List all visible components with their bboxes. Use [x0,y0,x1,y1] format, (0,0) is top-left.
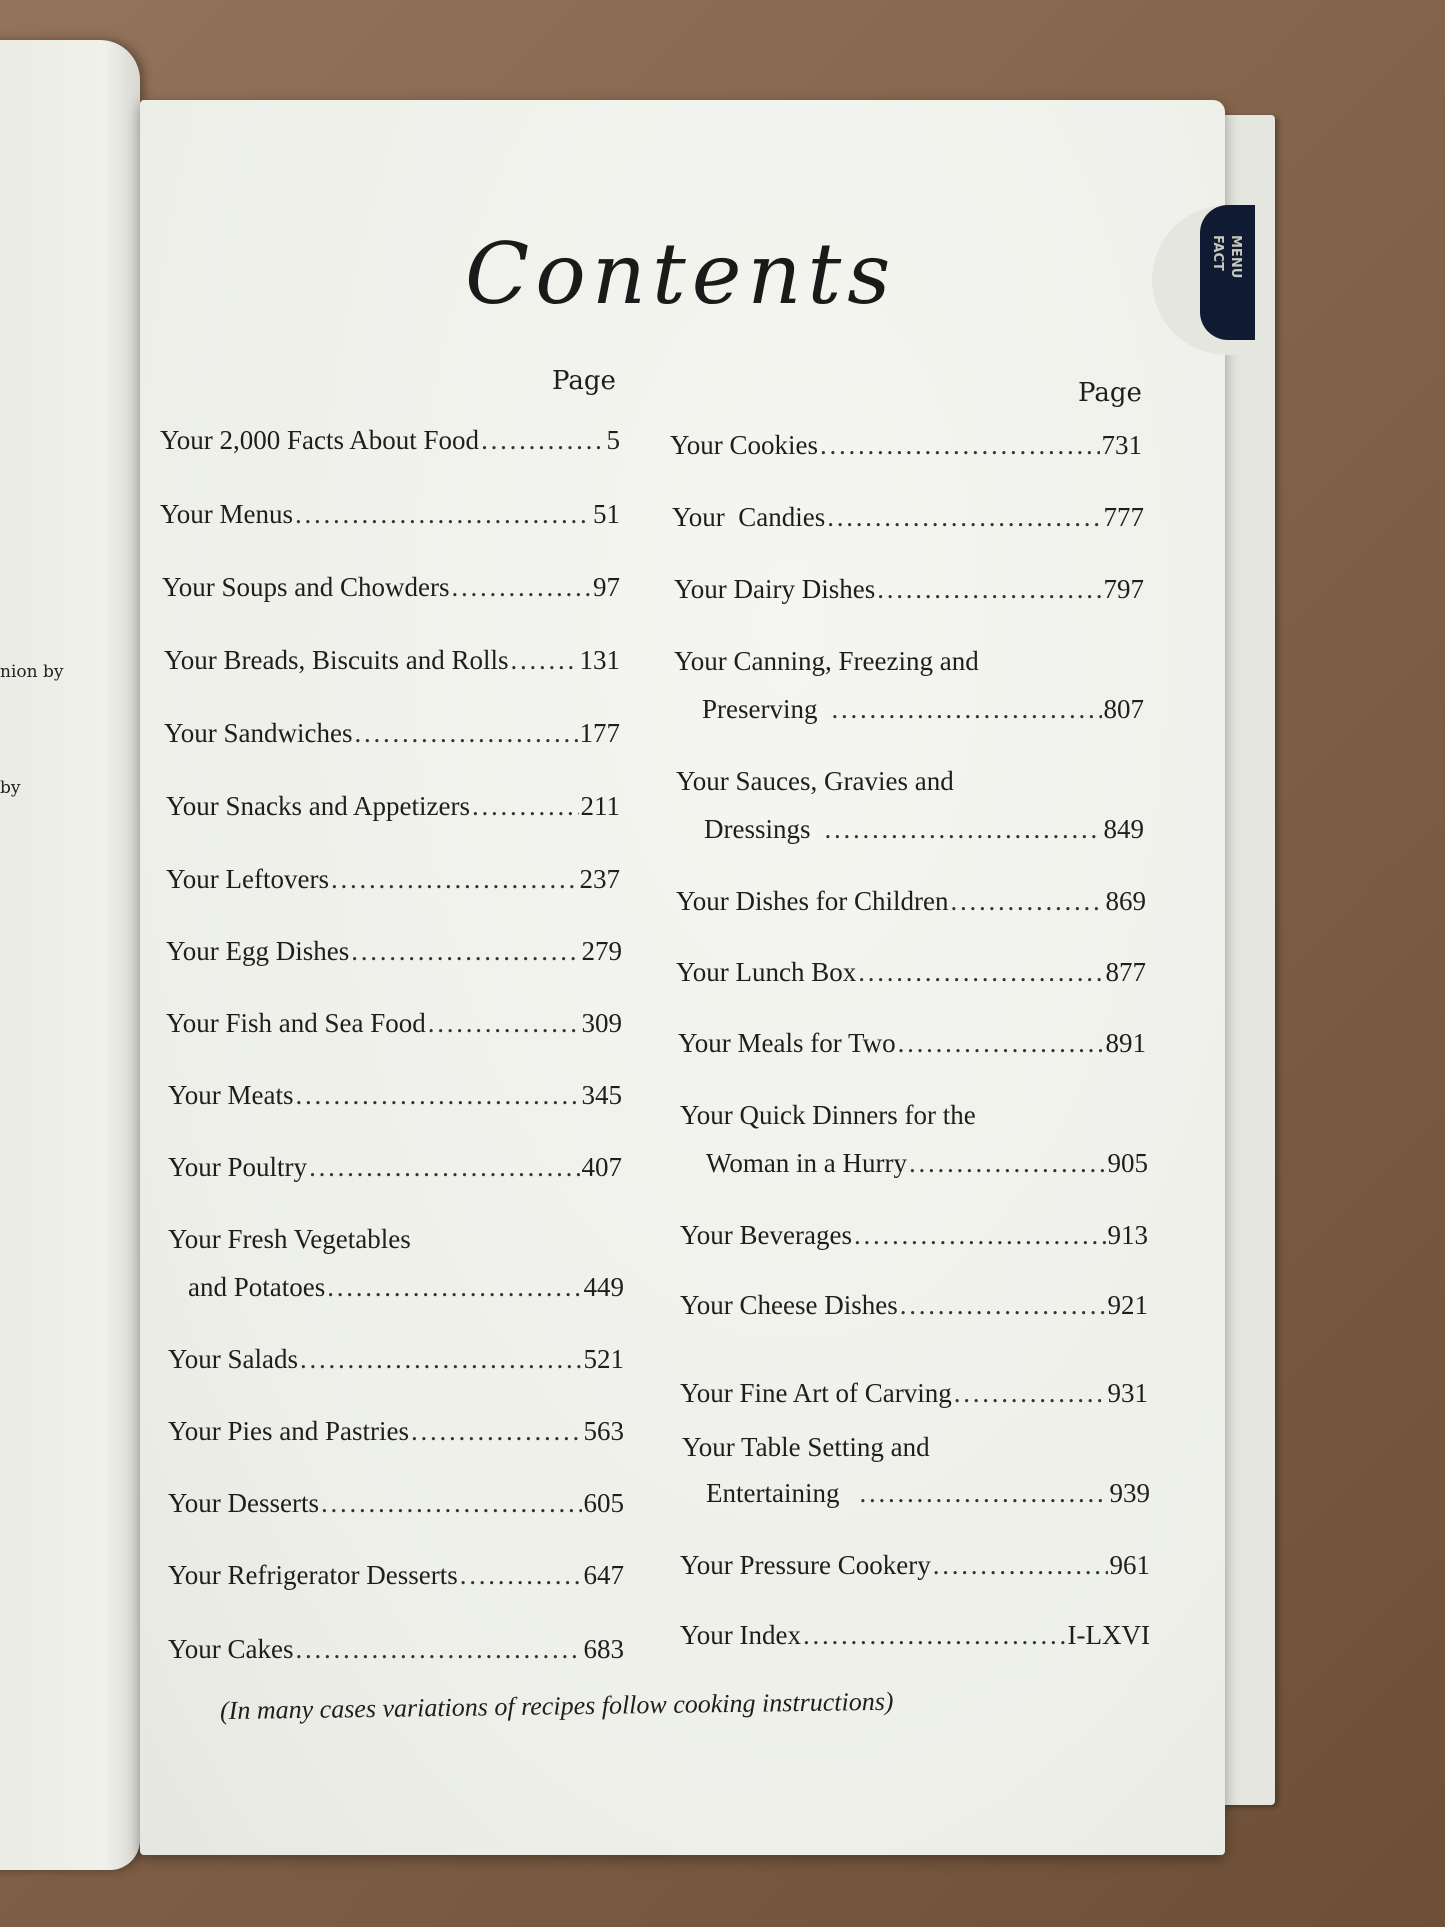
entry-page: 51 [593,499,620,529]
leader-dots [511,645,578,676]
entry-page: 891 [1105,1028,1146,1058]
leader-dots [300,1344,581,1375]
entry-title: Your Cheese Dishes [680,1290,898,1320]
entry-page: 449 [583,1272,624,1302]
entry-page: 279 [581,936,622,966]
toc-entry[interactable] [680,1550,1150,1581]
leader-dots [951,886,1104,917]
toc-entry[interactable] [680,1378,1148,1409]
entry-title: Your Salads [168,1344,299,1374]
right-column-page-header: Page [1078,378,1142,408]
entry-title: Your Sandwiches [164,718,353,748]
entry-title: Your Fine Art of Carving [680,1378,952,1408]
entry-title: Dressings [704,814,811,844]
index-tab[interactable] [1200,205,1255,340]
entry-page: 777 [1103,502,1144,532]
entry-title: Your Dairy Dishes [674,574,876,604]
entry-page: 647 [583,1560,624,1590]
toc-entry[interactable] [680,1290,1148,1321]
toc-entry[interactable] [168,1152,622,1183]
leader-dots [859,1478,1107,1509]
entry-page: I-LXVI [1067,1620,1150,1650]
toc-entry[interactable] [168,1634,624,1665]
page-title: Contents [465,225,897,323]
leader-dots [900,1290,1106,1321]
entry-title: Your Meals for Two [678,1028,896,1058]
toc-entry[interactable] [166,864,620,895]
left-column-page-header: Page [552,366,616,396]
left-page-fragment: nion by [0,662,64,682]
entry-title: Your Pressure Cookery [680,1550,931,1580]
entry-title: Your Pies and Pastries [168,1416,410,1446]
leader-dots [954,1378,1106,1409]
leader-dots [321,1488,581,1519]
entry-page: 731 [1101,430,1142,460]
entry-title: Your Breads, Biscuits and Rolls [164,645,509,675]
leader-dots [460,1560,582,1591]
toc-entry[interactable] [678,1028,1146,1059]
toc-entry[interactable] [672,502,1144,533]
leader-dots [452,572,591,603]
toc-entry[interactable] [188,1272,624,1303]
leader-dots [481,425,604,456]
toc-entry[interactable] [674,574,1144,605]
leader-dots [472,791,579,822]
entry-title: Preserving [702,694,818,724]
toc-entry[interactable] [168,1488,624,1519]
entry-page: 877 [1105,957,1146,987]
leader-dots [825,814,1102,845]
toc-entry[interactable] [680,1620,1150,1651]
entry-title: Your 2,000 Facts About Food [160,425,480,455]
leader-dots [331,864,578,895]
entry-title: Your Soups and Chowders [162,572,450,602]
leader-dots [820,430,1099,461]
entry-title: Your Fish and Sea Food [166,1008,426,1038]
entry-page: 521 [583,1344,624,1374]
leader-dots [296,1080,580,1111]
leader-dots [296,1634,582,1665]
toc-entry[interactable] [704,814,1144,845]
entry-page: 177 [579,718,620,748]
index-tab-label: MENU [1228,235,1243,279]
entry-page: 237 [579,864,620,894]
toc-entry[interactable] [168,1344,624,1375]
entry-title-line1: Your Table Setting and [682,1432,930,1462]
entry-page: 849 [1103,814,1144,844]
entry-title: Your Candies [672,502,826,532]
toc-entry[interactable] [166,936,622,967]
entry-page: 683 [583,1634,624,1664]
toc-entry[interactable] [706,1478,1150,1509]
toc-entry[interactable] [702,694,1144,725]
entry-page: 5 [606,425,620,455]
entry-title: Your Dishes for Children [676,886,949,916]
leader-dots [831,694,1101,725]
leader-dots [803,1620,1066,1651]
entry-page: 905 [1107,1148,1148,1178]
leader-dots [411,1416,581,1447]
entry-page: 797 [1103,574,1144,604]
entry-title: Your Refrigerator Desserts [168,1560,458,1590]
entry-title: Entertaining [706,1478,840,1508]
footnote: (In many cases variations of recipes follow cooking instructions) [219,1686,894,1726]
entry-title: Your Index [680,1620,802,1650]
toc-entry[interactable] [160,425,620,456]
entry-title: Your Meats [168,1080,294,1110]
entry-page: 563 [583,1416,624,1446]
entry-page: 97 [593,572,620,602]
entry-title-line1: Your Fresh Vegetables [168,1224,411,1254]
toc-entry[interactable] [164,718,620,749]
entry-title: Your Cakes [168,1634,294,1664]
left-page-fragment: by [0,778,21,798]
entry-title: Your Lunch Box [676,957,857,987]
entry-page: 211 [580,791,620,821]
entry-page: 939 [1109,1478,1150,1508]
entry-page: 807 [1103,694,1144,724]
entry-page: 605 [583,1488,624,1518]
entry-page: 869 [1105,886,1146,916]
entry-title-line1: Your Quick Dinners for the [680,1100,976,1130]
entry-page: 131 [579,645,620,675]
toc-entry[interactable] [676,957,1146,988]
entry-title: Your Egg Dishes [166,936,350,966]
toc-entry[interactable] [680,1220,1148,1251]
left-page [0,40,140,1870]
leader-dots [309,1152,579,1183]
entry-title: Woman in a Hurry [706,1148,908,1178]
toc-entry[interactable] [166,1008,622,1039]
entry-page: 913 [1107,1220,1148,1250]
leader-dots [933,1550,1108,1581]
leader-dots [827,502,1101,533]
entry-title: Your Menus [160,499,294,529]
entry-title: Your Beverages [680,1220,852,1250]
toc-entry[interactable] [670,430,1142,461]
entry-page: 345 [581,1080,622,1110]
entry-page: 407 [581,1152,622,1182]
toc-entry[interactable] [168,1560,624,1591]
toc-entry[interactable] [676,886,1146,917]
leader-dots [909,1148,1105,1179]
toc-entry[interactable] [168,1080,622,1111]
leader-dots [898,1028,1104,1059]
leader-dots [854,1220,1106,1251]
entry-page: 921 [1107,1290,1148,1320]
toc-entry[interactable] [168,1416,624,1447]
toc-entry[interactable] [162,572,620,603]
leader-dots [858,957,1103,988]
entry-page: 931 [1107,1378,1148,1408]
toc-entry[interactable] [160,499,620,530]
entry-title: and Potatoes [188,1272,326,1302]
toc-entry[interactable] [166,791,620,822]
toc-entry[interactable] [706,1148,1148,1179]
leader-dots [355,718,578,749]
entry-page: 961 [1109,1550,1150,1580]
entry-title: Your Leftovers [166,864,329,894]
toc-entry[interactable] [164,645,620,676]
leader-dots [428,1008,580,1039]
entry-title: Your Cookies [670,430,819,460]
entry-page: 309 [581,1008,622,1038]
entry-title-line1: Your Sauces, Gravies and [676,766,954,796]
leader-dots [295,499,591,530]
leader-dots [327,1272,581,1303]
leader-dots [877,574,1101,605]
entry-title: Your Desserts [168,1488,320,1518]
index-tab-label: FACT [1210,235,1225,271]
leader-dots [351,936,579,967]
entry-title: Your Poultry [168,1152,308,1182]
entry-title: Your Snacks and Appetizers [166,791,470,821]
entry-title-line1: Your Canning, Freezing and [674,646,979,676]
